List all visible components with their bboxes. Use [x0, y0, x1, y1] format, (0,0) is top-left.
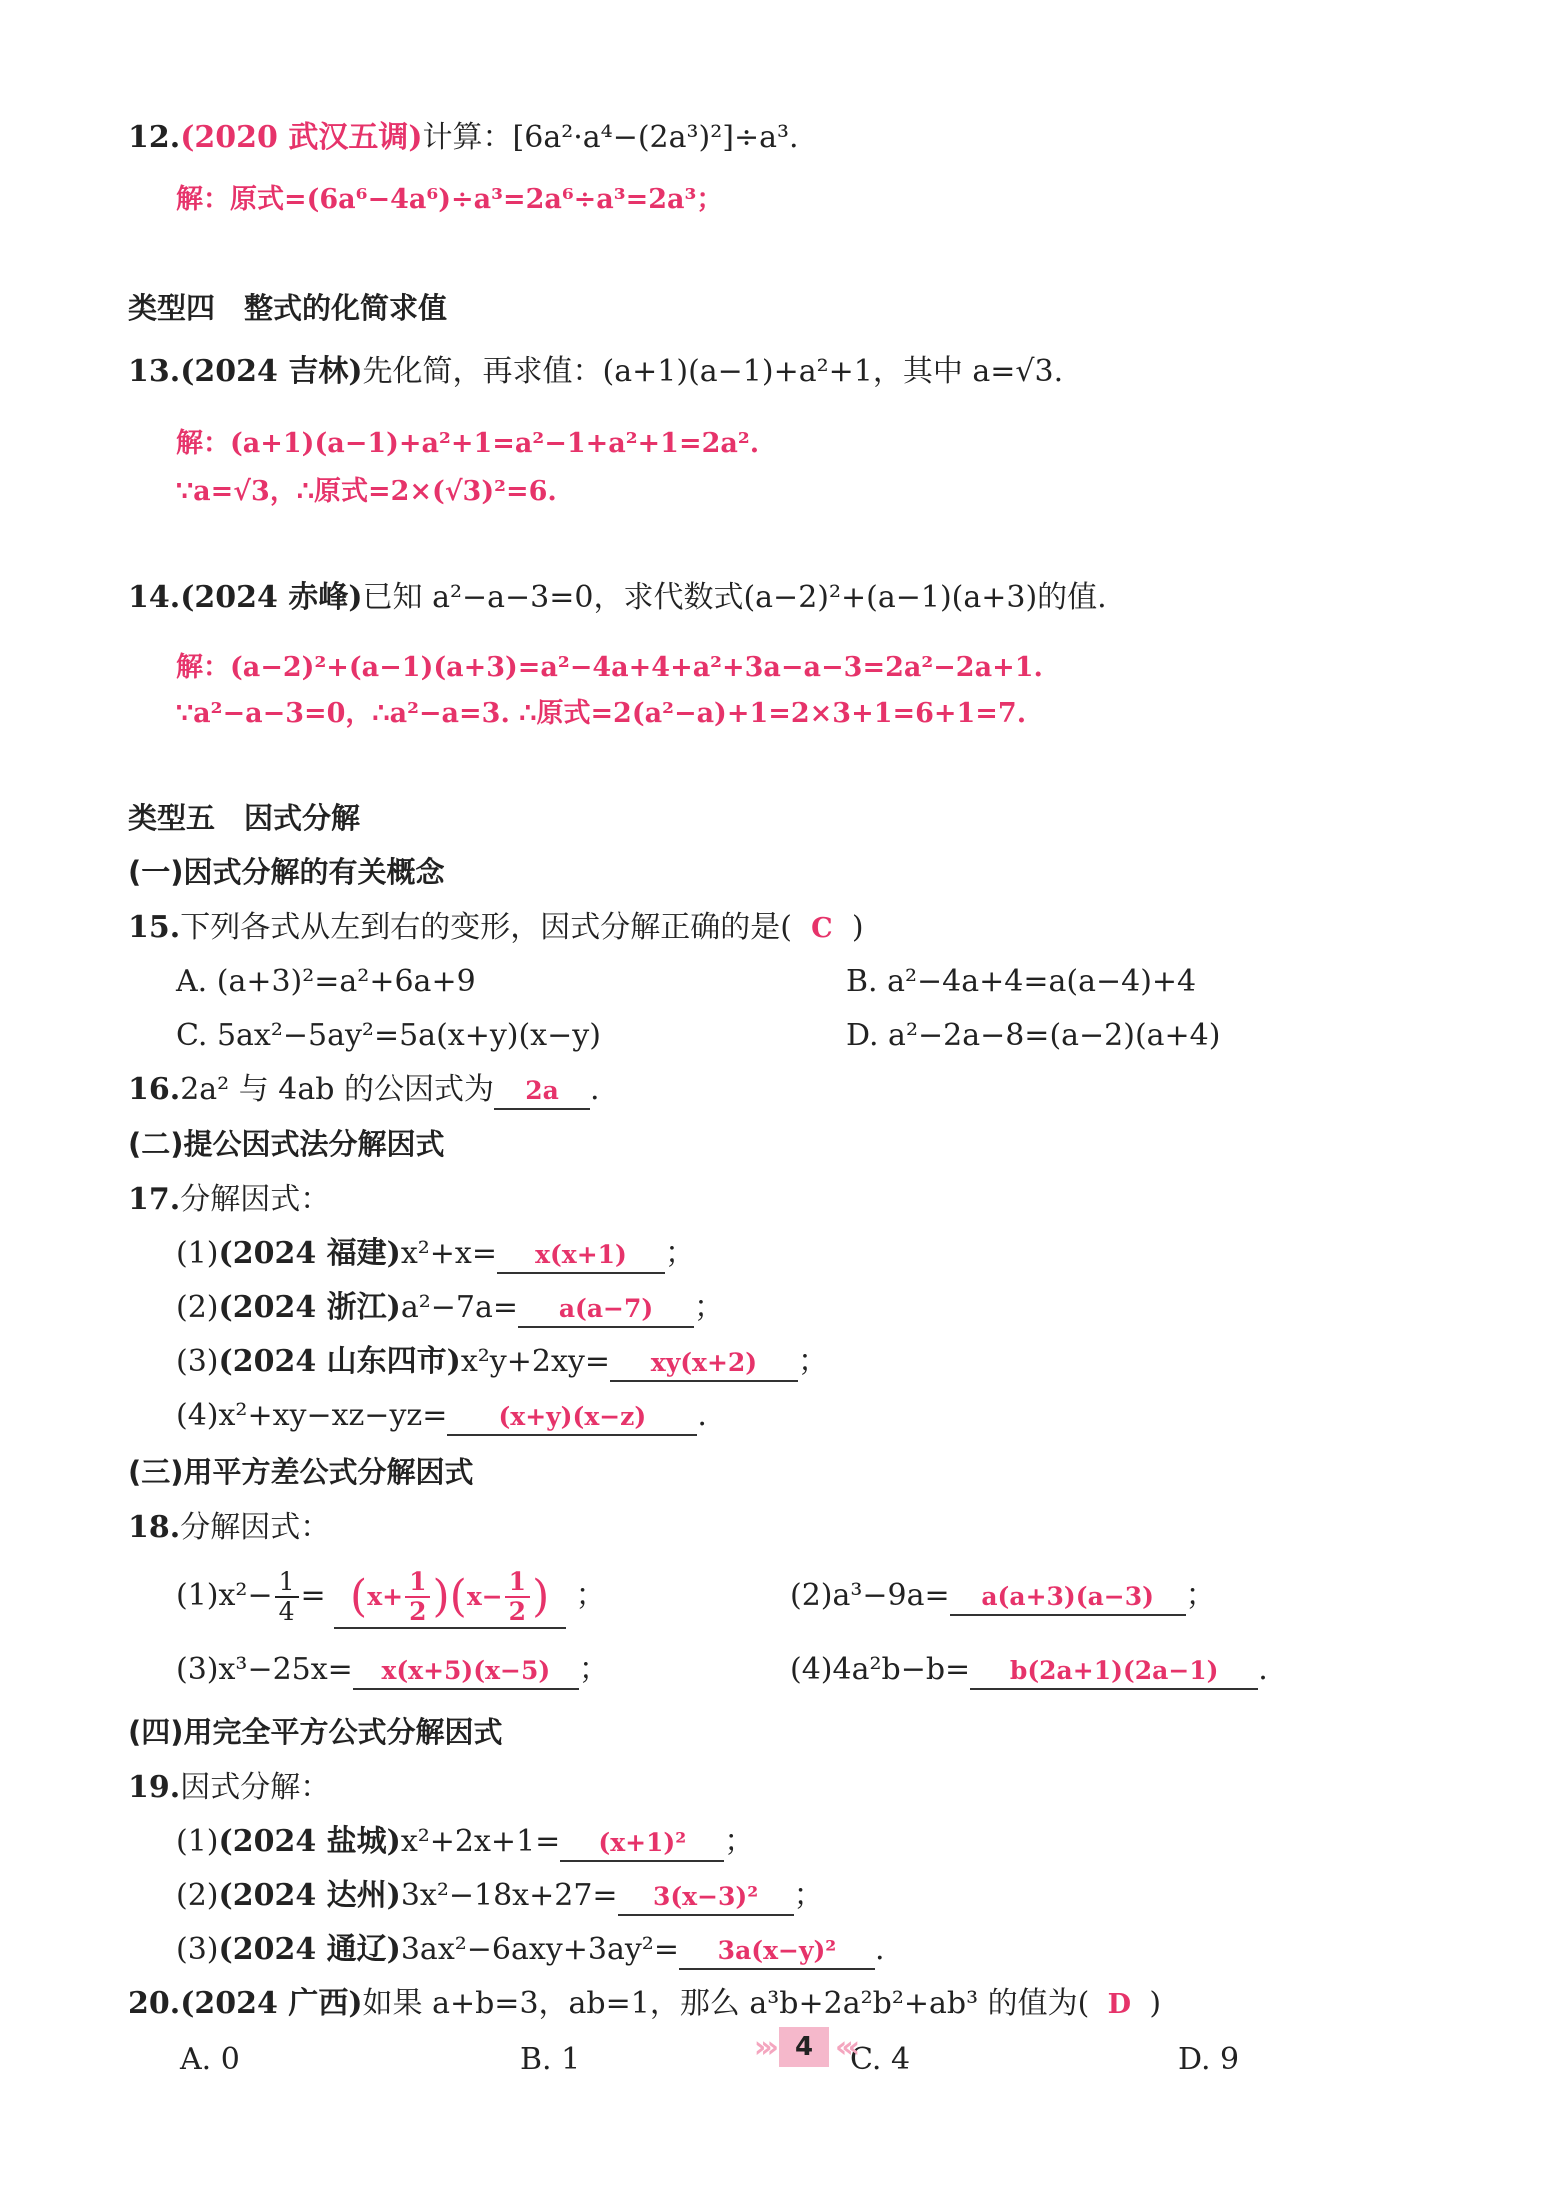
item-expression: a²−7a= — [400, 1290, 519, 1325]
answer-choice: D — [1107, 1989, 1132, 2020]
item-label: (1) — [176, 1578, 219, 1613]
subsection-title-2: (二)提公因式法分解因式 — [128, 1127, 445, 1161]
question-13 — [128, 352, 1063, 392]
question-number: 18. — [128, 1510, 181, 1545]
question-text: 因式分解： — [180, 1770, 331, 1805]
option-d: D. 9 — [1178, 2042, 1240, 2077]
answer-13-line2: ∵a=√3，∴原式=2×(√3)²=6. — [176, 476, 557, 507]
item-label: (4) — [790, 1652, 833, 1687]
answer-text: b(2a+1)(2a−1) — [1009, 1656, 1219, 1685]
end-mark: ； — [694, 1290, 725, 1325]
answer-blank — [447, 1399, 697, 1436]
q19-item-2 — [176, 1876, 824, 1916]
answer-blank — [618, 1879, 794, 1916]
item-label: (3) — [176, 1932, 219, 1967]
question-text: 先化简，再求值：(a+1)(a−1)+a²+1，其中 a=√3. — [362, 354, 1064, 389]
close-paren: ) — [1149, 1986, 1162, 2021]
answer-text: x(x+5)(x−5) — [381, 1656, 551, 1685]
question-number: 20. — [128, 1986, 181, 2021]
question-15 — [128, 908, 864, 949]
question-source: (2020 武汉五调) — [180, 120, 423, 155]
item-label: (2) — [176, 1290, 219, 1325]
q18-item-3 — [176, 1650, 609, 1690]
item-label: (3) — [176, 1344, 219, 1379]
option-a: A. 0 — [180, 2042, 240, 2077]
question-number: 16. — [128, 1072, 181, 1107]
end-mark: . — [1258, 1652, 1268, 1687]
answer-text: a(a−7) — [558, 1294, 654, 1323]
end-mark: ； — [1185, 1578, 1216, 1613]
answer-text: a(a+3)(a−3) — [981, 1582, 1154, 1611]
question-16 — [128, 1070, 600, 1110]
item-source: (2024 福建) — [218, 1236, 401, 1271]
question-12 — [128, 118, 799, 158]
question-20 — [128, 1984, 1161, 2025]
item-label: (2) — [790, 1578, 833, 1613]
denominator: 2 — [409, 1597, 427, 1626]
item-expression: x²− — [218, 1578, 273, 1613]
item-source: (2024 山东四市) — [218, 1344, 461, 1379]
question-expression: [6a²·a⁴−(2a³)²]÷a³. — [512, 120, 799, 155]
q17-item-2 — [176, 1288, 724, 1328]
answer-blank — [610, 1345, 798, 1382]
answer-blank — [560, 1825, 724, 1862]
answer-text: (x+1)² — [598, 1828, 687, 1857]
item-expression: 4a²b−b= — [832, 1652, 971, 1687]
item-label: (4) — [176, 1398, 219, 1433]
answer-blank — [334, 1566, 566, 1629]
item-label: (2) — [176, 1878, 219, 1913]
answer-blank — [950, 1579, 1186, 1616]
answer-fraction — [505, 1568, 530, 1626]
option-b: B. 1 — [520, 2042, 581, 2077]
answer-term: x− — [466, 1582, 503, 1611]
item-label: (3) — [176, 1652, 219, 1687]
numerator: 1 — [405, 1568, 430, 1598]
section-title-type4: 类型四 整式的化简求值 — [128, 291, 448, 325]
question-number: 17. — [128, 1182, 181, 1217]
question-number: 12. — [128, 120, 181, 155]
answer-text: 3a(x−y)² — [717, 1936, 837, 1965]
end-mark: ； — [724, 1824, 755, 1859]
question-text: 分解因式： — [180, 1510, 331, 1545]
q17-item-3 — [176, 1342, 828, 1382]
question-14 — [128, 578, 1107, 618]
question-17 — [128, 1180, 330, 1220]
paren-close: ) — [432, 1571, 450, 1622]
question-text: 如果 a+b=3，ab=1，那么 a³b+2a²b²+ab³ 的值为( — [362, 1986, 1090, 2021]
section-title-type5: 类型五 因式分解 — [128, 801, 361, 835]
answer-12: 解：原式=(6a⁶−4a⁶)÷a³=2a⁶÷a³=2a³； — [176, 184, 724, 215]
item-expression: x²+x= — [400, 1236, 497, 1271]
denominator: 2 — [508, 1597, 527, 1626]
question-19 — [128, 1768, 330, 1808]
answer-blank — [970, 1653, 1258, 1690]
end-mark: . — [697, 1398, 707, 1433]
subsection-title-4: (四)用完全平方公式分解因式 — [128, 1715, 503, 1749]
question-source: (2024 广西) — [180, 1986, 363, 2021]
item-expression: x³−25x= — [218, 1652, 353, 1687]
chevron-right-decoration-icon: ››› — [753, 2029, 773, 2065]
answer-blank — [494, 1073, 590, 1110]
q18-item-4 — [790, 1650, 1268, 1690]
end-mark: ； — [797, 1344, 828, 1379]
subsection-title-1: (一)因式分解的有关概念 — [128, 855, 445, 889]
item-source: (2024 盐城) — [218, 1824, 401, 1859]
option-d: D. a²−2a−8=(a−2)(a+4) — [846, 1018, 1221, 1053]
question-text: 已知 a²−a−3=0，求代数式(a−2)²+(a−1)(a+3)的值. — [362, 580, 1107, 615]
answer-text: (x+y)(x−z) — [498, 1402, 647, 1431]
answer-blank — [353, 1653, 579, 1690]
denominator: 4 — [278, 1597, 295, 1626]
q17-item-4 — [176, 1396, 707, 1436]
q17-item-1 — [176, 1234, 695, 1274]
item-source: (2024 达州) — [218, 1878, 401, 1913]
end-mark: ； — [793, 1878, 824, 1913]
question-number: 19. — [128, 1770, 181, 1805]
answer-fraction — [405, 1568, 430, 1626]
paren-close: ) — [532, 1571, 550, 1622]
item-source: (2024 通辽) — [218, 1932, 401, 1967]
question-number: 14. — [128, 580, 181, 615]
answer-choice: C — [811, 913, 833, 944]
page-number: 4 — [779, 2027, 829, 2067]
paren-open: ( — [449, 1571, 467, 1622]
item-expression: x²+xy−xz−yz= — [218, 1398, 448, 1433]
q18-item-2 — [790, 1576, 1216, 1616]
item-label: (1) — [176, 1824, 219, 1859]
option-c: C. 5ax²−5ay²=5a(x+y)(x−y) — [176, 1018, 601, 1053]
item-expression: 3x²−18x+27= — [400, 1878, 618, 1913]
answer-text: 3(x−3)² — [652, 1882, 759, 1911]
answer-term: x+ — [367, 1582, 404, 1611]
numerator: 1 — [505, 1568, 530, 1598]
item-source: (2024 浙江) — [218, 1290, 401, 1325]
answer-blank — [679, 1933, 875, 1970]
answer-text: x(x+1) — [535, 1240, 627, 1269]
page-footer — [714, 2025, 894, 2069]
q19-item-3 — [176, 1930, 885, 1970]
answer-13-line1: 解：(a+1)(a−1)+a²+1=a²−1+a²+1=2a². — [176, 428, 760, 459]
question-text: 下列各式从左到右的变形，因式分解正确的是( — [180, 910, 792, 945]
q19-item-1 — [176, 1822, 754, 1862]
end-mark: ； — [578, 1652, 609, 1687]
end-mark: ； — [664, 1236, 695, 1271]
item-expression: x²+2x+1= — [400, 1824, 561, 1859]
numerator: 1 — [275, 1568, 299, 1598]
question-number: 15. — [128, 910, 181, 945]
question-number: 13. — [128, 354, 181, 389]
option-a: A. (a+3)²=a²+6a+9 — [176, 964, 476, 999]
question-text: 计算： — [422, 120, 513, 155]
item-expression: a³−9a= — [832, 1578, 950, 1613]
answer-text: xy(x+2) — [650, 1348, 758, 1377]
question-source: (2024 吉林) — [180, 354, 363, 389]
option-b: B. a²−4a+4=a(a−4)+4 — [846, 964, 1197, 999]
end-mark: . — [590, 1072, 600, 1107]
option-c: C. 4 — [850, 2042, 911, 2077]
question-text: 2a² 与 4ab 的公因式为 — [180, 1072, 494, 1107]
item-expression: 3ax²−6axy+3ay²= — [400, 1932, 679, 1967]
q18-item-1 — [176, 1566, 606, 1629]
close-paren: ) — [851, 910, 864, 945]
fraction — [275, 1568, 299, 1626]
answer-14-line2: ∵a²−a−3=0，∴a²−a=3. ∴原式=2(a²−a)+1=2×3+1=6+1=7. — [176, 698, 1027, 729]
answer-14-line1: 解：(a−2)²+(a−1)(a+3)=a²−4a+4+a²+3a−a−3=2a²−2a+1. — [176, 652, 1043, 683]
question-text: 分解因式： — [180, 1182, 331, 1217]
answer-text: 2a — [525, 1076, 559, 1105]
paren-open: ( — [350, 1571, 368, 1622]
equals: = — [300, 1578, 326, 1613]
chevron-left-decoration-icon: ‹‹‹ — [835, 2029, 855, 2065]
end-mark: ； — [575, 1578, 606, 1613]
item-label: (1) — [176, 1236, 219, 1271]
end-mark: . — [874, 1932, 885, 1967]
subsection-title-3: (三)用平方差公式分解因式 — [128, 1455, 474, 1489]
item-expression: x²y+2xy= — [460, 1344, 610, 1379]
answer-blank — [497, 1237, 665, 1274]
answer-blank — [518, 1291, 694, 1328]
question-18 — [128, 1508, 330, 1548]
question-source: (2024 赤峰) — [180, 580, 363, 615]
